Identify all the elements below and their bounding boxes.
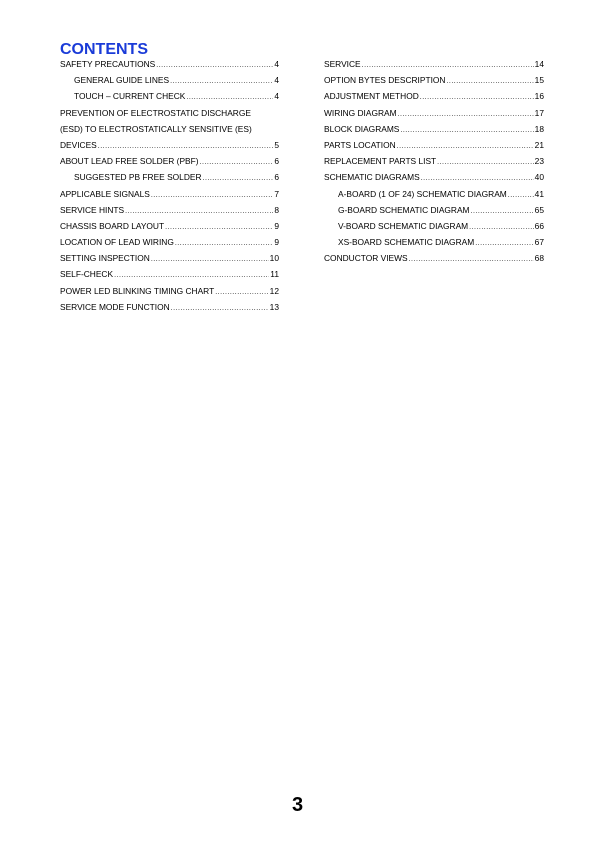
toc-dot-leader (151, 192, 273, 199)
toc-entry-title: LOCATION OF LEAD WIRING (60, 237, 174, 248)
toc-entry-page: 11 (270, 269, 279, 280)
toc-entry[interactable] (60, 221, 279, 237)
toc-entry[interactable] (324, 140, 544, 156)
toc-entry-title: (ESD) TO ELECTROSTATICALLY SENSITIVE (ES) (60, 123, 252, 134)
toc-entry[interactable] (324, 221, 544, 237)
toc-entry-page: 14 (534, 59, 544, 69)
toc-entry-title: PREVENTION OF ELECTROSTATIC DISCHARGE (60, 107, 251, 118)
toc-entry[interactable] (60, 108, 279, 124)
toc-entry-title: OPTION BYTES DESCRIPTION (324, 75, 446, 86)
page-number: 3 (291, 794, 304, 816)
toc-entry-page: 7 (274, 188, 279, 199)
toc-entry[interactable] (60, 269, 279, 285)
toc-entry-title: APPLICABLE SIGNALS (60, 188, 150, 199)
toc-entry-page: 6 (274, 156, 279, 167)
toc-entry-page: 66 (534, 220, 544, 231)
toc-entry-page: 9 (274, 220, 279, 231)
toc-dot-leader (437, 159, 534, 166)
toc-entry-title: SERVICE HINTS (60, 204, 125, 215)
toc-entry-title: DEVICES (60, 139, 97, 150)
toc-entry-page: 67 (534, 237, 544, 248)
toc-dot-leader (215, 289, 268, 296)
toc-entry-title: SUGGESTED PB FREE SOLDER (74, 172, 202, 183)
toc-entry[interactable] (60, 59, 279, 75)
toc-entry-page: 16 (534, 91, 544, 102)
toc-entry-title: G-BOARD SCHEMATIC DIAGRAM (338, 204, 470, 215)
toc-dot-leader (98, 143, 274, 150)
toc-entry[interactable] (324, 75, 544, 91)
toc-entry[interactable] (324, 205, 544, 221)
toc-right-column (324, 59, 544, 269)
toc-dot-leader (421, 175, 534, 182)
toc-dot-leader (203, 175, 274, 182)
toc-dot-leader (170, 78, 273, 85)
toc-entry[interactable] (60, 237, 279, 253)
toc-entry-page: 12 (269, 285, 279, 296)
toc-entry-page: 18 (534, 123, 544, 134)
toc-entry-title: SAFETY PRECAUTIONS (60, 59, 156, 69)
toc-entry-page: 15 (534, 75, 544, 86)
toc-entry-title: SELF-CHECK (60, 269, 114, 280)
toc-entry-title: V-BOARD SCHEMATIC DIAGRAM (338, 220, 469, 231)
toc-entry-title: A-BOARD (1 OF 24) SCHEMATIC DIAGRAM (338, 188, 507, 199)
toc-dot-leader (471, 208, 534, 215)
toc-entry-title: POWER LED BLINKING TIMING CHART (60, 285, 215, 296)
toc-entry-title: WIRING DIAGRAM (324, 107, 397, 118)
toc-entry-title: ADJUSTMENT METHOD (324, 91, 419, 102)
toc-entry-page: 65 (534, 204, 544, 215)
toc-entry-title: CONDUCTOR VIEWS (324, 253, 408, 264)
toc-entry-page: 5 (274, 139, 279, 150)
toc-dot-leader (165, 224, 273, 231)
toc-dot-leader (475, 240, 533, 247)
toc-entry[interactable] (324, 237, 544, 253)
toc-dot-leader (420, 94, 534, 101)
toc-entry-title: XS-BOARD SCHEMATIC DIAGRAM (338, 237, 475, 248)
toc-entry-page: 4 (274, 59, 279, 69)
toc-entry-title: BLOCK DIAGRAMS (324, 123, 400, 134)
toc-entry[interactable] (60, 91, 279, 107)
toc-entry-page: 17 (534, 107, 544, 118)
toc-entry[interactable] (324, 156, 544, 172)
toc-entry[interactable] (60, 302, 279, 318)
toc-entry-page: 9 (274, 237, 279, 248)
toc-entry-page: 40 (534, 172, 544, 183)
toc-dot-leader (200, 159, 274, 166)
toc-dot-leader (409, 256, 534, 263)
toc-entry-title: SERVICE MODE FUNCTION (60, 301, 170, 312)
toc-entry-page: 23 (534, 156, 544, 167)
toc-entry[interactable] (60, 172, 279, 188)
toc-dot-leader (114, 272, 269, 279)
toc-dot-leader (186, 94, 273, 101)
toc-dot-leader (508, 192, 534, 199)
toc-entry-page: 4 (274, 91, 279, 102)
toc-entry[interactable] (60, 286, 279, 302)
toc-entry-page: 13 (269, 301, 279, 312)
page-title: CONTENTS (60, 41, 148, 58)
toc-entry[interactable] (324, 253, 544, 269)
toc-entry-page: 6 (274, 172, 279, 183)
toc-entry-title: TOUCH – CURRENT CHECK (74, 91, 186, 102)
toc-entry[interactable] (324, 124, 544, 140)
toc-entry[interactable] (60, 140, 279, 156)
toc-dot-leader (446, 78, 533, 85)
toc-dot-leader (175, 240, 273, 247)
toc-entry-page: 21 (534, 139, 544, 150)
toc-dot-leader (156, 62, 273, 69)
toc-entry-title: CHASSIS BOARD LAYOUT (60, 220, 165, 231)
toc-dot-leader (125, 208, 273, 215)
toc-dot-leader (400, 127, 533, 134)
toc-left-column (60, 59, 279, 318)
toc-dot-leader (398, 111, 534, 118)
toc-entry-page: 4 (274, 75, 279, 86)
toc-entry[interactable] (324, 172, 544, 188)
toc-entry-title: SETTING INSPECTION (60, 253, 150, 264)
toc-entry[interactable] (60, 189, 279, 205)
toc-entry-title: REPLACEMENT PARTS LIST (324, 156, 437, 167)
toc-entry-page: 41 (534, 188, 544, 199)
toc-dot-leader (362, 62, 534, 69)
toc-entry-title: PARTS LOCATION (324, 139, 396, 150)
toc-entry[interactable] (60, 75, 279, 91)
toc-entry[interactable] (324, 108, 544, 124)
toc-entry[interactable] (324, 91, 544, 107)
toc-entry-page: 10 (269, 253, 279, 264)
toc-entry-page: 68 (534, 253, 544, 264)
toc-entry[interactable] (324, 189, 544, 205)
toc-dot-leader (397, 143, 534, 150)
toc-dot-leader (151, 256, 269, 263)
toc-dot-leader (469, 224, 534, 231)
toc-entry[interactable] (60, 124, 279, 140)
toc-entry-title: SCHEMATIC DIAGRAMS (324, 172, 420, 183)
toc-dot-leader (171, 305, 269, 312)
toc-entry[interactable] (60, 253, 279, 269)
toc-entry-page: 8 (274, 204, 279, 215)
toc-entry-title: GENERAL GUIDE LINES (74, 75, 170, 86)
toc-entry-title: ABOUT LEAD FREE SOLDER (PBF) (60, 156, 199, 167)
toc-entry-title: SERVICE (324, 59, 361, 69)
toc-entry[interactable] (60, 205, 279, 221)
toc-entry[interactable] (324, 59, 544, 75)
toc-entry[interactable] (60, 156, 279, 172)
